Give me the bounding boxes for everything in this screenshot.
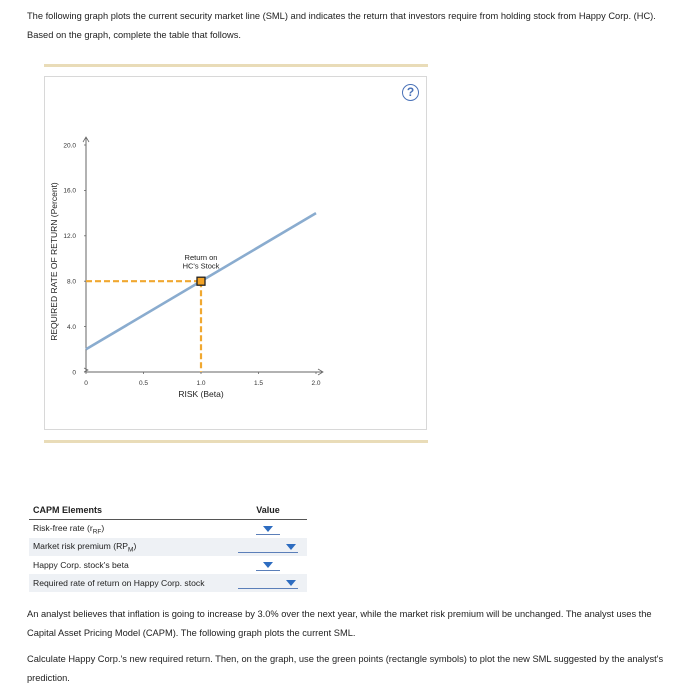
value-cell bbox=[229, 538, 307, 556]
row-label: Happy Corp. stock's beta bbox=[33, 560, 129, 570]
dropdown-arrow-icon[interactable] bbox=[286, 544, 296, 550]
row-label: Required rate of return on Happy Corp. stock bbox=[29, 574, 229, 592]
table-row bbox=[29, 574, 307, 592]
hc-stock-point bbox=[197, 277, 205, 285]
y-axis-title: REQUIRED RATE OF RETURN (Percent) bbox=[49, 182, 59, 341]
value-cell bbox=[229, 520, 307, 539]
value-dropdown[interactable] bbox=[238, 577, 298, 590]
x-tick-label: 0 bbox=[84, 380, 88, 387]
value-dropdown[interactable] bbox=[256, 559, 280, 572]
x-tick-label: 1.0 bbox=[196, 380, 206, 387]
y-tick-label: 8.0 bbox=[66, 278, 76, 286]
row-label: Market risk premium $(RP_M)$ bbox=[29, 538, 229, 556]
dropdown-arrow-icon[interactable] bbox=[263, 562, 273, 568]
x-axis-title: RISK (Beta) bbox=[178, 389, 224, 399]
capm-table bbox=[29, 502, 307, 592]
instruction-paragraph: Calculate Happy Corp.'s new required return. Then, on the graph, use the green points (rectangle symbols) to plot the new SML suggested by the analyst's prediction. bbox=[27, 654, 664, 683]
value-cell bbox=[229, 574, 307, 592]
table-row bbox=[29, 520, 307, 539]
dropdown-arrow-icon[interactable] bbox=[263, 526, 273, 532]
y-tick-label: 0 bbox=[72, 369, 76, 377]
table-row bbox=[29, 556, 307, 574]
value-dropdown[interactable] bbox=[238, 541, 298, 554]
y-tick-label: 4.0 bbox=[66, 323, 76, 331]
value-dropdown[interactable] bbox=[256, 523, 280, 536]
bottom-divider bbox=[44, 440, 428, 443]
dropdown-arrow-icon[interactable] bbox=[286, 580, 296, 586]
header-capm-elements: CAPM Elements bbox=[29, 502, 229, 520]
row-label: Risk-free rate $(r_{RF})$ bbox=[33, 522, 105, 536]
intro-text: The following graph plots the current security market line (SML) and indicates the return that investors require from holding stock from Happy Corp. (HC). Based on the graph, complete the table that follows. bbox=[27, 11, 656, 40]
analyst-paragraph: An analyst believes that inflation is going to increase by 3.0% over the next year, while the market risk premium will be unchanged. The analyst uses the Capital Asset Pricing Model (CAPM). The following graph plots the current SML. bbox=[27, 609, 652, 638]
y-tick-label: 12.0 bbox=[63, 233, 76, 241]
x-tick-label: 2.0 bbox=[311, 380, 321, 387]
header-value: Value bbox=[229, 502, 307, 520]
value-cell bbox=[229, 556, 307, 574]
x-tick-label: 1.5 bbox=[253, 380, 264, 387]
annotation-label: Return on bbox=[184, 253, 218, 263]
annotation-label: HC's Stock bbox=[182, 261, 220, 271]
question-mark-icon[interactable]: ? bbox=[402, 84, 419, 101]
table-row bbox=[29, 538, 307, 556]
y-tick-label: 20.0 bbox=[63, 142, 76, 150]
y-tick-label: 16.0 bbox=[63, 187, 76, 195]
x-tick-label: 0.5 bbox=[138, 380, 149, 387]
